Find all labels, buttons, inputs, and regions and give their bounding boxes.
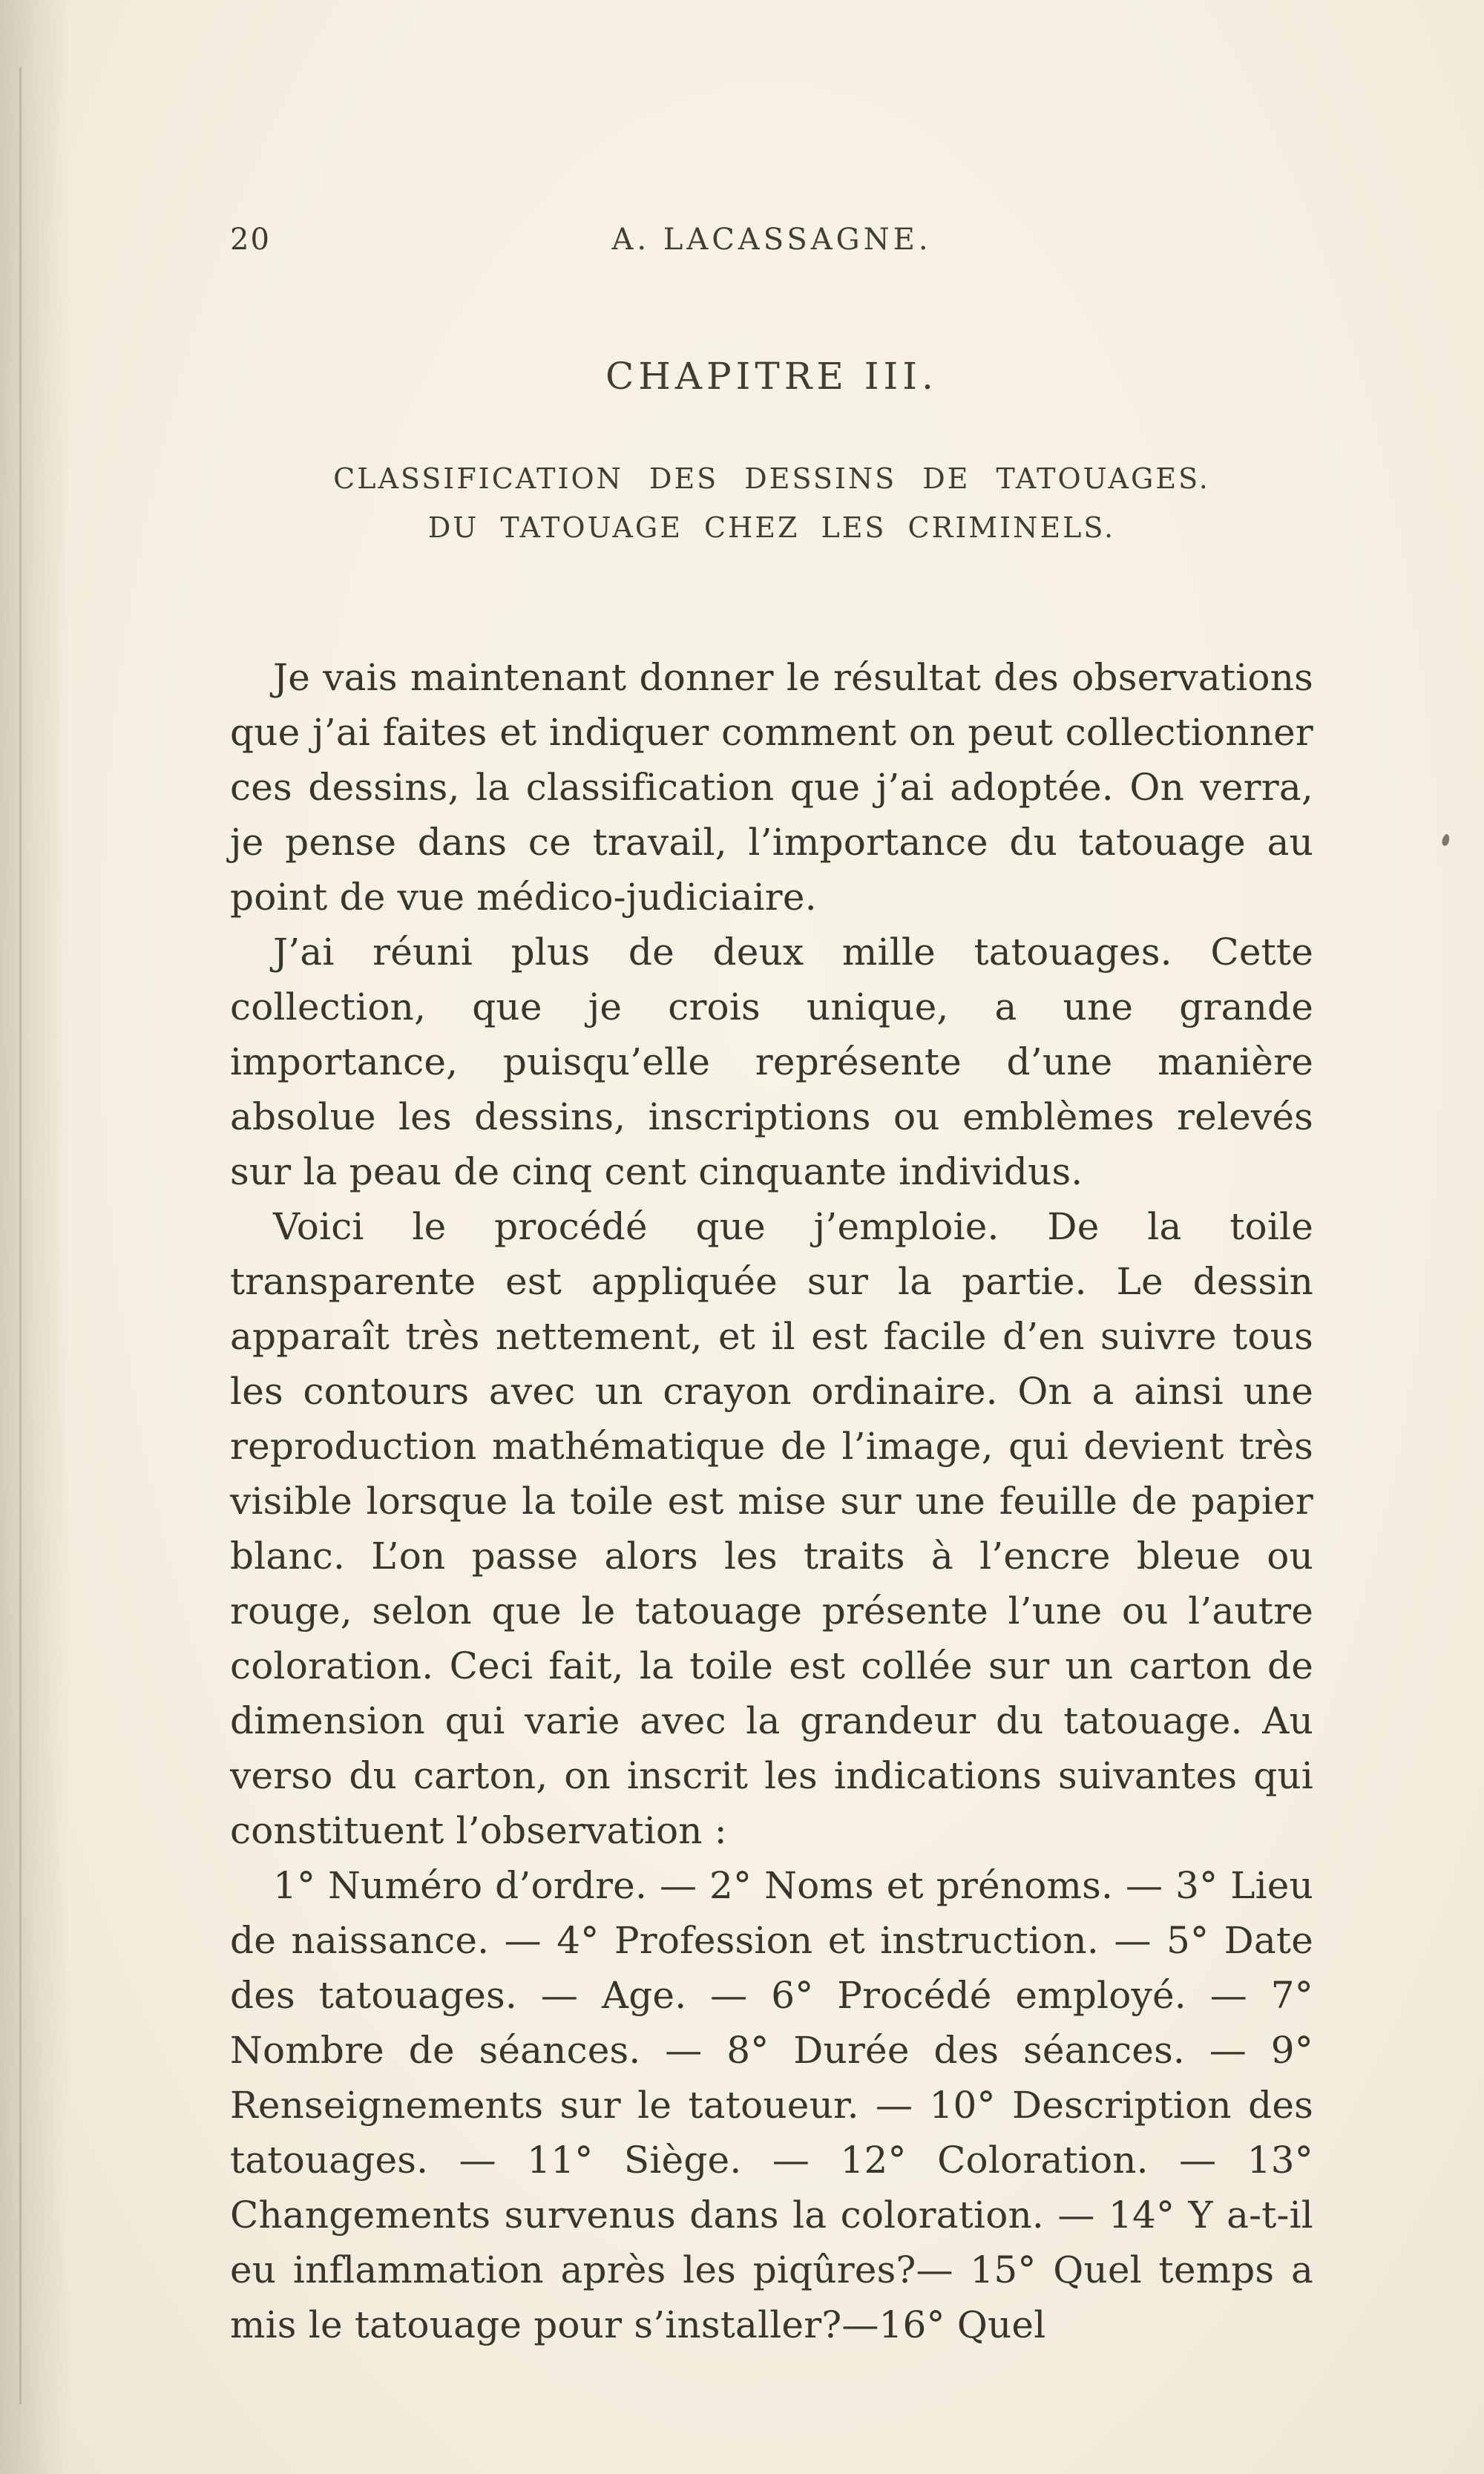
scan-left-edge-line	[19, 67, 22, 2404]
chapter-title: CHAPITRE III.	[605, 355, 938, 398]
page-number: 20	[230, 223, 271, 257]
scan-ink-speck	[1441, 833, 1451, 847]
paragraph-2: J’ai réuni plus de deux mille tatouages. Cette collection, que je crois unique, a une grande importance, puisqu’elle représente d’une manière absolue les dessins, inscriptions ou emblèmes relevés sur la peau de cinq cent cinquante individus.	[230, 931, 1313, 1193]
section-title	[230, 454, 1313, 552]
section-title-line1: CLASSIFICATION DES DESSINS DE TATOUAGES.	[333, 462, 1210, 495]
paragraph-3: Voici le procédé que j’emploie. De la toile transparente est appliquée sur la partie. Le dessin apparaît très nettement, et il est facile d’en suivre tous les contours avec un crayon ordinaire. On a ainsi une reproduction mathématique de l’image, qui devient très visible lorsque la toile est mise sur une feuille de papier blanc. L’on passe alors les traits à l’encre bleue ou rouge, selon que le tatouage présente l’une ou l’autre coloration. Ceci fait, la toile est collée sur un carton de dimension qui varie avec la grandeur du tatouage. Au verso du carton, on inscrit les indications suivantes qui constituent l’observation :	[230, 1205, 1313, 1852]
body-text	[230, 650, 1313, 2352]
scan-left-shadow	[0, 0, 70, 2474]
section-title-line2: DU TATOUAGE CHEZ LES CRIMINELS.	[427, 511, 1116, 544]
paragraph-1: Je vais maintenant donner le résultat des observations que j’ai faites et indiquer comment on peut collectionner ces dessins, la classification que j’ai adoptée. On verra, je pense dans ce travail, l’importance du tatouage au point de vue médico-judiciaire.	[230, 656, 1313, 919]
paragraph-4: 1° Numéro d’ordre. — 2° Noms et prénoms. — 3° Lieu de naissance. — 4° Profession et instruction. — 5° Date des tatouages. — Age. — 6° Procédé employé. — 7° Nombre de séances. — 8° Durée des séances. — 9° Renseignements sur le tatoueur. — 10° Description des tatouages. — 11° Siège. — 12° Coloration. — 13° Changements survenus dans la coloration. — 14° Y a-t-il eu inflammation après les piqûres?— 15° Quel temps a mis le tatouage pour s’installer?—16° Quel	[230, 1864, 1313, 2346]
running-header: A. LACASSAGNE.	[611, 223, 932, 257]
